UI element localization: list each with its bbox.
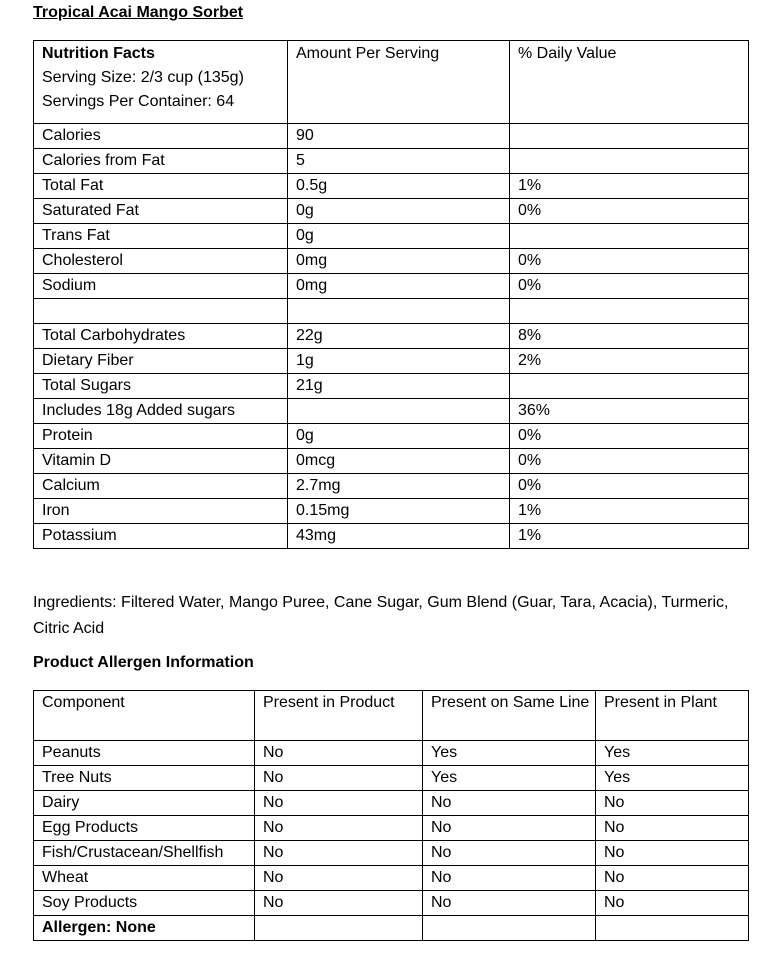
nutrition-amount-cell: 0g xyxy=(288,224,510,249)
nutrition-name-cell: Potassium xyxy=(34,524,288,549)
allergen-empty-cell xyxy=(596,916,749,941)
allergen-component-cell: Fish/Crustacean/Shellfish xyxy=(34,841,255,866)
allergen-row xyxy=(34,891,749,916)
nutrition-dv-cell: 0% xyxy=(510,199,749,224)
nutrition-amount-cell: 0mg xyxy=(288,274,510,299)
allergen-row xyxy=(34,791,749,816)
servings-per-container: Servings Per Container: 64 xyxy=(42,93,235,110)
allergen-summary: Allergen: None xyxy=(34,916,255,941)
allergen-footer-row xyxy=(34,916,749,941)
nutrition-row xyxy=(34,274,749,299)
nutrition-row xyxy=(34,199,749,224)
allergen-component-cell: Tree Nuts xyxy=(34,766,255,791)
nutrition-dv-cell: 8% xyxy=(510,324,749,349)
allergen-present-on-same-line-cell: Yes xyxy=(423,766,596,791)
nutrition-dv-cell: 2% xyxy=(510,349,749,374)
nutrition-row xyxy=(34,474,749,499)
nutrition-amount-cell: 43mg xyxy=(288,524,510,549)
allergen-component-cell: Soy Products xyxy=(34,891,255,916)
nutrition-name-cell: Calcium xyxy=(34,474,288,499)
nutrition-row xyxy=(34,249,749,274)
allergen-present-on-same-line-cell: No xyxy=(423,816,596,841)
allergen-present-in-product-cell: No xyxy=(255,891,423,916)
nutrition-row xyxy=(34,374,749,399)
allergen-col-component: Component xyxy=(34,691,255,741)
nutrition-name-cell: Dietary Fiber xyxy=(34,349,288,374)
nutrition-dv-cell: 0% xyxy=(510,424,749,449)
nutrition-dv-cell xyxy=(510,374,749,399)
allergen-col-present-on-same-line: Present on Same Line xyxy=(423,691,596,741)
allergen-present-in-plant-cell: No xyxy=(596,791,749,816)
nutrition-amount-cell: 0.15mg xyxy=(288,499,510,524)
nutrition-name-cell: Total Carbohydrates xyxy=(34,324,288,349)
allergen-present-in-plant-cell: Yes xyxy=(596,766,749,791)
allergen-present-on-same-line-cell: Yes xyxy=(423,741,596,766)
nutrition-dv-cell: 0% xyxy=(510,249,749,274)
allergen-present-on-same-line-cell: No xyxy=(423,891,596,916)
nutrition-dv-cell xyxy=(510,149,749,174)
allergen-component-cell: Dairy xyxy=(34,791,255,816)
allergen-component-cell: Peanuts xyxy=(34,741,255,766)
allergen-present-on-same-line-cell: No xyxy=(423,791,596,816)
allergen-col-present-in-plant: Present in Plant xyxy=(596,691,749,741)
serving-size: Serving Size: 2/3 cup (135g) xyxy=(42,69,244,86)
daily-value-header: % Daily Value xyxy=(510,41,749,124)
nutrition-amount-cell: 5 xyxy=(288,149,510,174)
allergen-row xyxy=(34,766,749,791)
ingredients-text: Ingredients: Filtered Water, Mango Puree, Cane Sugar, Gum Blend (Guar, Tara, Acacia), Turmeric, Citric Acid xyxy=(33,594,729,637)
nutrition-name-cell: Cholesterol xyxy=(34,249,288,274)
nutrition-name-cell: Sodium xyxy=(34,274,288,299)
nutrition-dv-cell: 0% xyxy=(510,449,749,474)
nutrition-row xyxy=(34,299,749,324)
nutrition-facts-label: Nutrition Facts xyxy=(42,45,155,62)
nutrition-amount-cell: 21g xyxy=(288,374,510,399)
nutrition-amount-cell: 22g xyxy=(288,324,510,349)
allergen-col-present-in-product: Present in Product xyxy=(255,691,423,741)
nutrition-amount-cell: 90 xyxy=(288,124,510,149)
nutrition-dv-cell: 0% xyxy=(510,274,749,299)
allergen-row xyxy=(34,866,749,891)
allergen-row xyxy=(34,741,749,766)
nutrition-row xyxy=(34,449,749,474)
nutrition-dv-cell xyxy=(510,299,749,324)
nutrition-amount-cell xyxy=(288,299,510,324)
allergen-present-in-product-cell: No xyxy=(255,741,423,766)
nutrition-row xyxy=(34,499,749,524)
nutrition-amount-cell: 0.5g xyxy=(288,174,510,199)
nutrition-name-cell: Calories from Fat xyxy=(34,149,288,174)
allergen-present-in-plant-cell: No xyxy=(596,816,749,841)
nutrition-row xyxy=(34,124,749,149)
nutrition-dv-cell: 0% xyxy=(510,474,749,499)
nutrition-name-cell: Total Fat xyxy=(34,174,288,199)
allergen-empty-cell xyxy=(423,916,596,941)
nutrition-dv-cell: 1% xyxy=(510,174,749,199)
nutrition-amount-cell: 0g xyxy=(288,424,510,449)
nutrition-name-cell: Iron xyxy=(34,499,288,524)
nutrition-row xyxy=(34,224,749,249)
allergen-present-on-same-line-cell: No xyxy=(423,841,596,866)
nutrition-name-cell: Protein xyxy=(34,424,288,449)
allergen-component-cell: Egg Products xyxy=(34,816,255,841)
nutrition-amount-cell: 0mg xyxy=(288,249,510,274)
allergen-present-in-product-cell: No xyxy=(255,841,423,866)
nutrition-row xyxy=(34,524,749,549)
nutrition-dv-cell xyxy=(510,224,749,249)
nutrition-row xyxy=(34,174,749,199)
nutrition-header-info xyxy=(34,41,288,124)
nutrition-row xyxy=(34,399,749,424)
allergen-present-in-plant-cell: No xyxy=(596,866,749,891)
allergen-header-row xyxy=(34,691,749,741)
allergen-present-in-product-cell: No xyxy=(255,766,423,791)
nutrition-row xyxy=(34,349,749,374)
nutrition-name-cell: Vitamin D xyxy=(34,449,288,474)
nutrition-amount-cell: 1g xyxy=(288,349,510,374)
allergen-row xyxy=(34,841,749,866)
nutrition-amount-cell: 2.7mg xyxy=(288,474,510,499)
nutrition-dv-cell: 1% xyxy=(510,524,749,549)
amount-per-serving-header: Amount Per Serving xyxy=(288,41,510,124)
allergen-section-title: Product Allergen Information xyxy=(33,654,254,671)
allergen-present-in-product-cell: No xyxy=(255,816,423,841)
nutrition-amount-cell xyxy=(288,399,510,424)
allergen-present-in-plant-cell: No xyxy=(596,891,749,916)
nutrition-name-cell xyxy=(34,299,288,324)
allergen-row xyxy=(34,816,749,841)
nutrition-name-cell: Includes 18g Added sugars xyxy=(34,399,288,424)
nutrition-amount-cell: 0mcg xyxy=(288,449,510,474)
page-title: Tropical Acai Mango Sorbet xyxy=(33,4,244,21)
nutrition-header-row xyxy=(34,41,749,124)
nutrition-dv-cell xyxy=(510,124,749,149)
nutrition-row xyxy=(34,324,749,349)
allergen-table xyxy=(33,690,749,941)
allergen-present-in-product-cell: No xyxy=(255,791,423,816)
nutrition-name-cell: Saturated Fat xyxy=(34,199,288,224)
allergen-present-in-product-cell: No xyxy=(255,866,423,891)
nutrition-name-cell: Trans Fat xyxy=(34,224,288,249)
nutrition-row xyxy=(34,149,749,174)
allergen-present-on-same-line-cell: No xyxy=(423,866,596,891)
allergen-present-in-plant-cell: No xyxy=(596,841,749,866)
allergen-empty-cell xyxy=(255,916,423,941)
allergen-component-cell: Wheat xyxy=(34,866,255,891)
nutrition-name-cell: Calories xyxy=(34,124,288,149)
nutrition-amount-cell: 0g xyxy=(288,199,510,224)
nutrition-facts-table xyxy=(33,40,749,549)
nutrition-dv-cell: 1% xyxy=(510,499,749,524)
nutrition-name-cell: Total Sugars xyxy=(34,374,288,399)
nutrition-row xyxy=(34,424,749,449)
nutrition-dv-cell: 36% xyxy=(510,399,749,424)
allergen-present-in-plant-cell: Yes xyxy=(596,741,749,766)
